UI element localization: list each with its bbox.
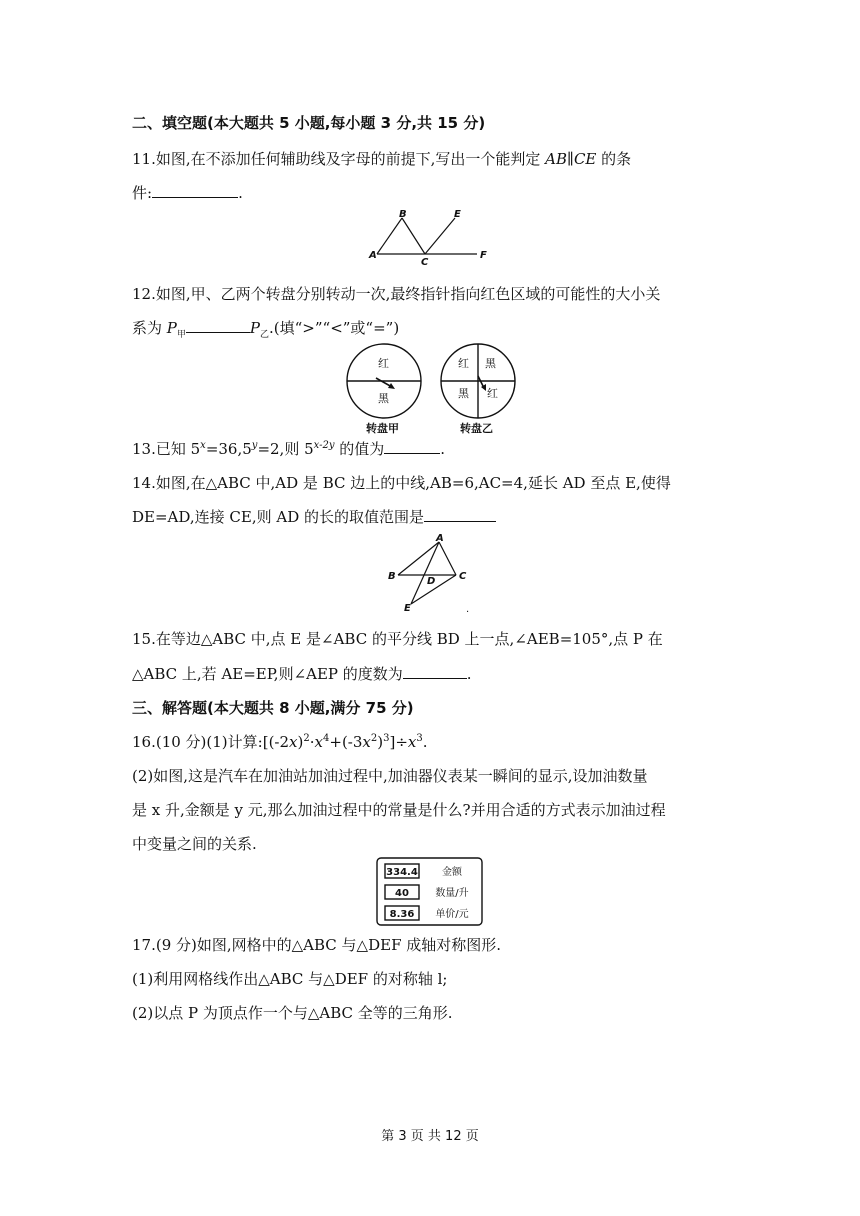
q13-text-d: 的值为 bbox=[334, 440, 385, 458]
q14-label-e: E bbox=[404, 603, 411, 614]
q13-text-b: =36,5 bbox=[205, 440, 252, 458]
q12-sub-jia: 甲 bbox=[176, 330, 186, 340]
q15-text2: △ABC 上,若 AE=EP,则∠AEP 的度数为 bbox=[132, 665, 403, 683]
q16-var-x2: x bbox=[314, 733, 323, 751]
q16-text-b: ) bbox=[297, 733, 304, 751]
q12-line2 bbox=[132, 318, 399, 338]
q12-line1: 12.如图,甲、乙两个转盘分别转动一次,最终指针指向红色区域的可能性的大小关 bbox=[132, 285, 661, 303]
q12-instruction: .(填“>”“<”或“=”) bbox=[269, 319, 400, 337]
meter-price-value: 8.36 bbox=[389, 909, 415, 920]
q16-line1 bbox=[132, 732, 428, 752]
wheel-yi-br: 红 bbox=[487, 387, 498, 400]
meter-amount-label: 金额 bbox=[442, 867, 462, 878]
wheel-jia-bottom: 黑 bbox=[378, 392, 389, 405]
q13-exp-x: x bbox=[200, 440, 206, 451]
q16-text-a: 16.(10 分)(1)计算:[(-2 bbox=[132, 733, 290, 751]
q14-answer-blank[interactable] bbox=[424, 507, 496, 522]
q14-line2 bbox=[132, 507, 496, 527]
section-heading-fill-in: 二、填空题(本大题共 5 小题,每小题 3 分,共 15 分) bbox=[132, 114, 486, 132]
page-footer: 第 3 页 共 12 页 bbox=[381, 1129, 479, 1144]
q11-text-end: 的条 bbox=[596, 150, 632, 168]
q15-period: . bbox=[466, 665, 472, 683]
q16-line2: (2)如图,这是汽车在加油站加油过程中,加油器仪表某一瞬间的显示,设加油数量 bbox=[132, 767, 648, 785]
q13-exp-y: y bbox=[251, 440, 258, 451]
q14-text2: DE=AD,连接 CE,则 AD 的长的取值范围是 bbox=[132, 508, 424, 526]
q16-var-x3: x bbox=[362, 733, 371, 751]
meter-quantity-label: 数量/升 bbox=[435, 888, 469, 899]
q11-line1 bbox=[132, 149, 631, 169]
q13-text-c: =2,则 5 bbox=[257, 440, 314, 458]
q16-exp4: 4 bbox=[323, 733, 330, 744]
q11-label-c: C bbox=[421, 257, 429, 268]
q12-text: 系为 bbox=[132, 319, 167, 337]
q17-line2: (1)利用网格线作出△ABC 与△DEF 的对称轴 l; bbox=[132, 970, 448, 988]
q11-label-b: B bbox=[399, 209, 407, 220]
q16-text-c: · bbox=[309, 733, 315, 751]
q11-period: . bbox=[238, 184, 243, 202]
q16-exp3b: 3 bbox=[416, 733, 423, 744]
q16-var-x1: x bbox=[289, 733, 298, 751]
q16-exp3: 3 bbox=[383, 733, 390, 744]
q12-answer-blank[interactable] bbox=[186, 318, 250, 333]
q15-answer-blank[interactable] bbox=[403, 664, 467, 679]
q16-period: . bbox=[422, 733, 428, 751]
q16-line4: 中变量之间的关系. bbox=[132, 835, 257, 853]
q16-exp2: 2 bbox=[303, 733, 310, 744]
wheel-yi-tl: 红 bbox=[458, 357, 469, 370]
q16-var-x4: x bbox=[407, 733, 417, 751]
q16-exp2b: 2 bbox=[370, 733, 378, 744]
q14-label-b: B bbox=[388, 571, 396, 582]
q17-line1: 17.(9 分)如图,网格中的△ABC 与△DEF 成轴对称图形. bbox=[132, 936, 502, 954]
q16-line3: 是 x 升,金额是 y 元,那么加油过程中的常量是什么?并用合适的方式表示加油过程 bbox=[132, 801, 666, 819]
q14-figure bbox=[384, 532, 474, 614]
wheel-yi-bl: 黑 bbox=[458, 387, 469, 400]
q15-line2 bbox=[132, 664, 472, 684]
q14-label-d: D bbox=[427, 576, 436, 587]
q12-figure bbox=[340, 340, 530, 435]
q12-p-jia: P bbox=[166, 319, 177, 337]
q16-text-e: ) bbox=[377, 733, 384, 751]
section-heading-solutions: 三、解答题(本大题共 8 小题,满分 75 分) bbox=[132, 699, 414, 717]
q14-label-c: C bbox=[459, 571, 467, 582]
q13-exp-xy: x-2y bbox=[313, 440, 335, 451]
q11-label-e: E bbox=[454, 209, 461, 220]
fuel-meter-figure bbox=[376, 857, 484, 927]
meter-price-label: 单价/元 bbox=[435, 909, 469, 920]
q11-figure bbox=[365, 207, 495, 269]
q16-text-d: +(-3 bbox=[329, 733, 363, 751]
q16-text-f: ]÷ bbox=[389, 733, 408, 751]
q11-answer-blank[interactable] bbox=[152, 183, 238, 198]
q14-dot: . bbox=[466, 604, 470, 614]
q13-answer-blank[interactable] bbox=[384, 439, 440, 454]
meter-quantity-value: 40 bbox=[395, 888, 409, 899]
q11-text2: 件: bbox=[132, 184, 153, 202]
q11-text: 11.如图,在不添加任何辅助线及字母的前提下,写出一个能判定 bbox=[132, 150, 546, 168]
q12-sub-yi: 乙 bbox=[259, 330, 269, 340]
q17-line3: (2)以点 P 为顶点作一个与△ABC 全等的三角形. bbox=[132, 1004, 453, 1022]
q15-line1: 15.在等边△ABC 中,点 E 是∠ABC 的平分线 BD 上一点,∠AEB=105°,点 P 在 bbox=[132, 630, 663, 648]
meter-amount-value: 334.4 bbox=[386, 867, 418, 878]
q13-period: . bbox=[440, 440, 446, 458]
q13-line bbox=[132, 439, 445, 459]
q11-label-a: A bbox=[369, 250, 377, 261]
wheel-jia-caption: 转盘甲 bbox=[366, 422, 399, 435]
q11-relation: AB∥CE bbox=[545, 150, 597, 168]
q14-line1: 14.如图,在△ABC 中,AD 是 BC 边上的中线,AB=6,AC=4,延长 AD 至点 E,使得 bbox=[132, 474, 671, 492]
wheel-yi-tr: 黑 bbox=[485, 357, 496, 370]
q13-text-a: 13.已知 5 bbox=[132, 440, 201, 458]
q11-line2 bbox=[132, 183, 243, 203]
wheel-yi-caption: 转盘乙 bbox=[460, 422, 493, 435]
q11-label-f: F bbox=[480, 250, 487, 261]
wheel-jia-top: 红 bbox=[378, 357, 389, 370]
q14-label-a: A bbox=[436, 533, 444, 544]
q12-p-yi: P bbox=[249, 319, 260, 337]
